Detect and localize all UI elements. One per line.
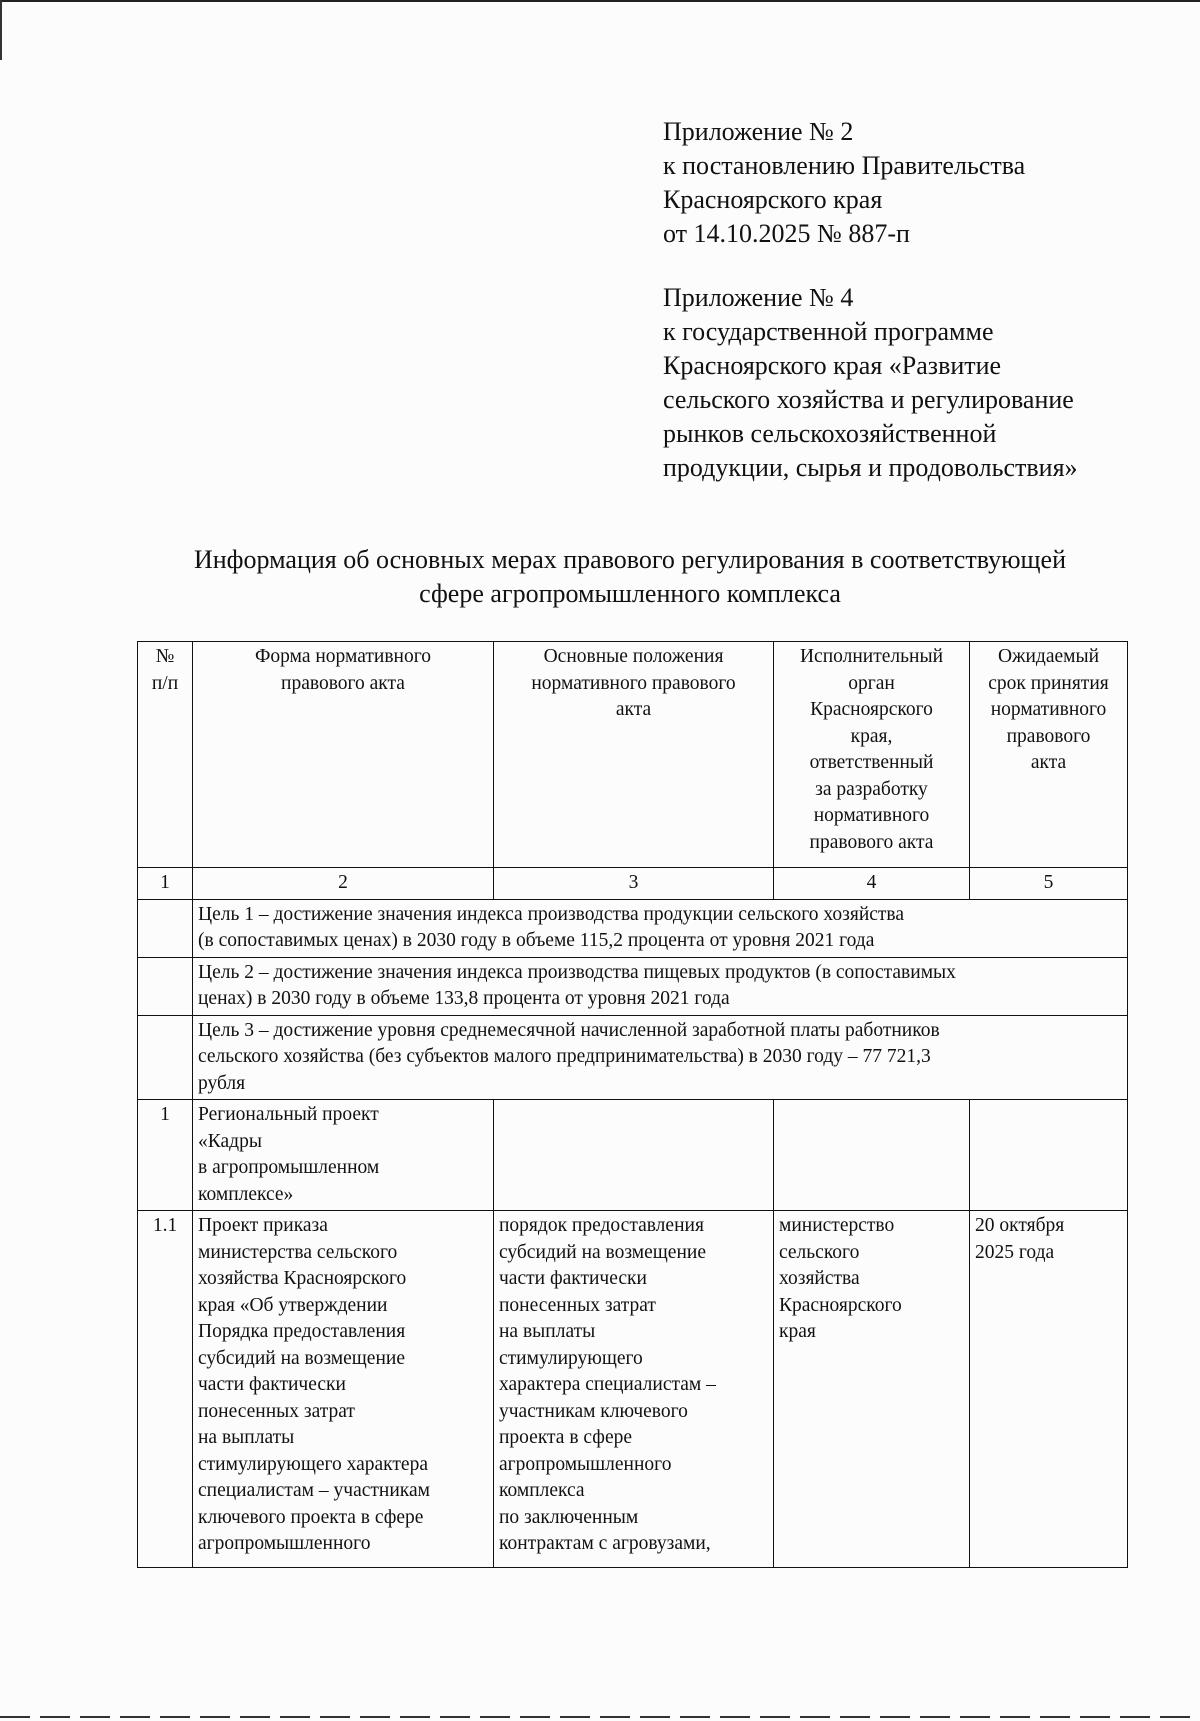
cell-text: комплекса [499, 1480, 585, 1501]
header-expected-date [970, 642, 1128, 868]
header-number [138, 642, 193, 868]
goal-text: Цель 2 – достижение значения индекса производства пищевых продуктов (в сопоставимых [198, 961, 956, 983]
cell-text: части фактически [499, 1268, 647, 1289]
header-text: за разработку [815, 778, 928, 800]
cell-text: субсидий на возмещение [499, 1241, 706, 1263]
header-text: Форма нормативного [255, 646, 431, 667]
header-text: Основные положения [543, 646, 724, 667]
cell-text: министерства сельского [198, 1241, 398, 1263]
row-act-form [193, 1100, 494, 1211]
appendix-4-line: продукции, сырья и продовольствия» [663, 453, 1078, 482]
header-text: ответственный [809, 752, 934, 773]
table-header-row [138, 642, 1128, 868]
cell-text: агропромышленного [198, 1533, 371, 1554]
cell-text: министерство [779, 1215, 895, 1236]
appendix-4-reference [663, 281, 1078, 485]
header-text: п/п [151, 672, 179, 694]
cell-text: Красноярского [779, 1294, 902, 1316]
goal-2 [193, 957, 1128, 1015]
header-act-form [193, 642, 494, 868]
appendix-4-line: Приложение № 4 [663, 283, 854, 312]
cell-text: понесенных затрат [499, 1294, 656, 1316]
goal-text: Цель 1 – достижение значения индекса производства продукции сельского хозяйства [198, 903, 905, 925]
header-text: нормативного [813, 805, 930, 826]
header-text: срок принятия [988, 672, 1109, 694]
cell-text: стимулирующего [499, 1347, 643, 1369]
header-text: Красноярского [810, 699, 933, 720]
document-title [130, 543, 1130, 611]
cell-text: на выплаты [499, 1321, 596, 1342]
header-text: нормативного [990, 699, 1107, 720]
cell-text: Региональный проект [198, 1104, 379, 1125]
header-text: Ожидаемый [997, 646, 1100, 667]
goal-row [138, 1015, 1128, 1100]
table-row [138, 1211, 1128, 1568]
row-number: 1.1 [138, 1211, 193, 1568]
appendix-4-line: сельского хозяйства и регулирование [663, 385, 1074, 414]
goal-text: (в сопоставимых ценах) в 2030 году в объеме 115,2 процента от уровня 2021 года [198, 930, 875, 951]
header-text: правового акта [281, 672, 405, 694]
header-text: акта [1030, 752, 1067, 773]
row-act-form [193, 1211, 494, 1568]
cell-text: 2025 года [975, 1241, 1055, 1263]
row-authority [774, 1100, 970, 1211]
column-number: 4 [774, 868, 970, 900]
cell-text: «Кадры [198, 1130, 262, 1152]
goal-1 [193, 899, 1128, 957]
goal-text: сельского хозяйства (без субъектов малого предпринимательства) в 2030 году – 77 721,3 [198, 1046, 931, 1067]
row-term [970, 1211, 1128, 1568]
document-title-line-2: сфере агропромышленного комплекса [419, 579, 841, 608]
header-text: правового акта [809, 831, 934, 853]
cell-text: хозяйства [779, 1268, 860, 1289]
cell-text: понесенных затрат [198, 1400, 355, 1422]
row-authority [774, 1211, 970, 1568]
column-number: 5 [970, 868, 1128, 900]
header-text: Исполнительный [799, 646, 944, 667]
cell-text: субсидий на возмещение [198, 1347, 405, 1369]
appendix-2-line: от 14.10.2025 № 887-п [663, 219, 910, 248]
header-main-provisions [494, 642, 774, 868]
column-number-row [138, 868, 1128, 900]
cell-text: проекта в сфере [499, 1427, 633, 1448]
cell-text: характера специалистам – [499, 1374, 716, 1395]
cell-text: 20 октября [975, 1215, 1065, 1236]
row-provisions [494, 1100, 774, 1211]
appendix-2-line: Красноярского края [663, 185, 883, 214]
appendix-2-line: Приложение № 2 [663, 117, 854, 146]
document-title-line-1: Информация об основных мерах правового регулирования в соответствующей [193, 545, 1066, 574]
header-text: орган [848, 672, 895, 694]
goal-3 [193, 1015, 1128, 1100]
appendix-2-line: к постановлению Правительства [663, 151, 1026, 180]
cell-text: края [779, 1321, 816, 1342]
cell-text: сельского [779, 1241, 860, 1263]
scan-edge-left [0, 0, 2, 60]
cell-text: по заключенным [499, 1506, 639, 1528]
goal-text: ценах) в 2030 году в объеме 133,8 процента от уровня 2021 года [198, 988, 730, 1009]
goal-empty-cell [138, 957, 193, 1015]
appendix-2-reference [663, 115, 1025, 251]
scan-edge-top [0, 0, 1200, 2]
cell-text: Порядка предоставления [198, 1321, 406, 1342]
cell-text: в агропромышленном [198, 1157, 380, 1178]
cell-text: специалистам – участникам [198, 1480, 430, 1501]
column-number: 1 [138, 868, 193, 900]
cell-text: ключевого проекта в сфере [198, 1506, 424, 1528]
cell-text: хозяйства Красноярского [198, 1268, 407, 1289]
scan-edge-bottom [0, 1716, 1200, 1718]
goal-text: Цель 3 – достижение уровня среднемесячной начисленной заработной платы работников [198, 1019, 940, 1041]
column-number: 3 [494, 868, 774, 900]
appendix-4-line: рынков сельскохозяйственной [663, 419, 997, 448]
header-text: акта [615, 699, 652, 720]
appendix-4-line: Красноярского края «Развитие [663, 351, 1002, 380]
header-text: правового [1006, 725, 1091, 747]
cell-text: комплексе» [198, 1183, 294, 1205]
cell-text: контрактам с агровузами, [499, 1533, 711, 1554]
row-number: 1 [138, 1100, 193, 1211]
cell-text: участникам ключевого [499, 1400, 688, 1422]
cell-text: на выплаты [198, 1427, 295, 1448]
goal-row [138, 899, 1128, 957]
regulation-table [137, 641, 1128, 1568]
row-term [970, 1100, 1128, 1211]
cell-text: стимулирующего характера [198, 1453, 428, 1475]
header-responsible-body [774, 642, 970, 868]
header-text: № [155, 646, 175, 667]
goal-empty-cell [138, 1015, 193, 1100]
cell-text: края «Об утверждении [198, 1294, 388, 1316]
goal-text: рубля [198, 1072, 246, 1094]
cell-text: части фактически [198, 1374, 346, 1395]
cell-text: агропромышленного [499, 1453, 672, 1475]
table-row [138, 1100, 1128, 1211]
header-text: края, [850, 725, 893, 747]
goal-empty-cell [138, 899, 193, 957]
cell-text: порядок предоставления [499, 1215, 704, 1236]
cell-text: Проект приказа [198, 1215, 328, 1236]
header-text: нормативного правового [531, 672, 736, 694]
appendix-4-line: к государственной программе [663, 317, 994, 346]
column-number: 2 [193, 868, 494, 900]
goal-row [138, 957, 1128, 1015]
row-provisions [494, 1211, 774, 1568]
